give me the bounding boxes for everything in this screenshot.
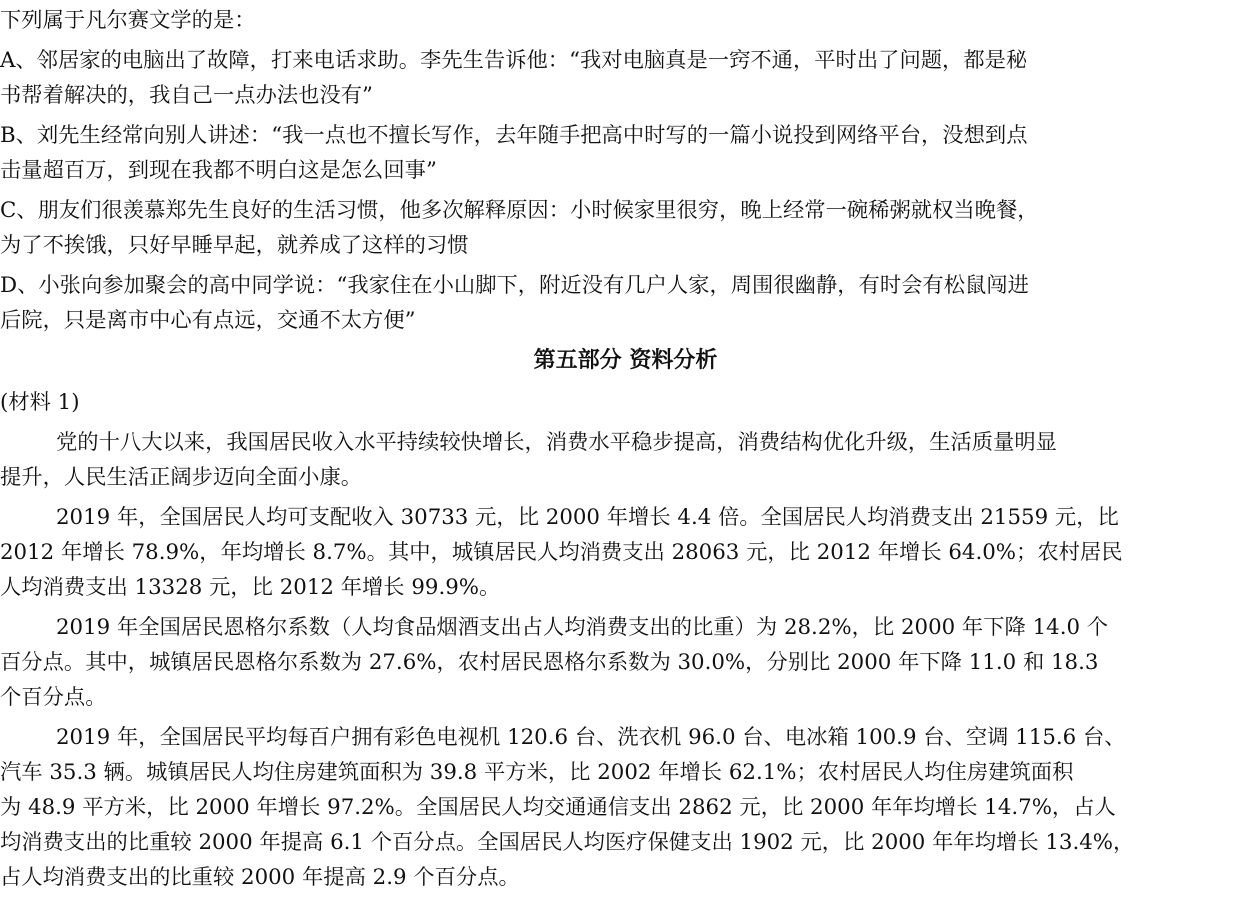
- question-stem: 下列属于凡尔赛文学的是：: [0, 8, 256, 33]
- material-p4-line-5: 占人均消费支出的比重较 2000 年提高 2.9 个百分点。: [0, 865, 520, 890]
- material-p2-line-1: 2019 年，全国居民人均可支配收入 30733 元，比 2000 年增长 4.4 倍。全国居民人均消费支出 21559 元，比: [56, 505, 1119, 530]
- material-p4-line-4: 均消费支出的比重较 2000 年提高 6.1 个百分点。全国居民人均医疗保健支出 1902 元，比 2000 年年均增长 13.4%，: [0, 830, 1135, 855]
- option-a-line-1: A、邻居家的电脑出了故障，打来电话求助。李先生告诉他：“我对电脑真是一窍不通，平时出了问题，都是秘: [0, 48, 1028, 73]
- material-p2-line-3: 人均消费支出 13328 元，比 2012 年增长 99.9%。: [0, 575, 501, 600]
- material-p3-line-3: 个百分点。: [0, 685, 107, 710]
- option-b-line-2: 击量超百万，到现在我都不明白这是怎么回事”: [0, 158, 437, 183]
- material-p4-line-2: 汽车 35.3 辆。城镇居民人均住房建筑面积为 39.8 平方米，比 2002 年增长 62.1%；农村居民人均住房建筑面积: [0, 760, 1074, 785]
- option-d-line-2: 后院，只是离市中心有点远，交通不太方便”: [0, 308, 416, 333]
- option-b-line-1: B、刘先生经常向别人讲述：“我一点也不擅长写作，去年随手把高中时写的一篇小说投到网络平台，没想到点: [0, 123, 1028, 148]
- option-c-line-1: C、朋友们很羡慕郑先生良好的生活习惯，他多次解释原因：小时候家里很穷，晚上经常一碗稀粥就权当晚餐，: [0, 198, 1039, 223]
- option-d-line-1: D、小张向参加聚会的高中同学说：“我家住在小山脚下，附近没有几户人家，周围很幽静，有时会有松鼠闯进: [0, 273, 1029, 298]
- option-a-line-2: 书帮着解决的，我自己一点办法也没有”: [0, 83, 373, 108]
- material-p1-line-1: 党的十八大以来，我国居民收入水平持续较快增长，消费水平稳步提高，消费结构优化升级，生活质量明显: [56, 430, 1057, 455]
- material-p3-line-1: 2019 年全国居民恩格尔系数（人均食品烟酒支出占人均消费支出的比重）为 28.2%，比 2000 年下降 14.0 个: [56, 615, 1109, 640]
- material-p4-line-1: 2019 年，全国居民平均每百户拥有彩色电视机 120.6 台、洗衣机 96.0 台、电冰箱 100.9 台、空调 115.6 台、: [56, 725, 1126, 750]
- material-p4-line-3: 为 48.9 平方米，比 2000 年增长 97.2%。全国居民人均交通通信支出 2862 元，比 2000 年年均增长 14.7%，占人: [0, 795, 1116, 820]
- material-label: (材料 1): [0, 390, 80, 415]
- option-c-line-2: 为了不挨饿，只好早睡早起，就养成了这样的习惯: [0, 233, 469, 258]
- material-p1-line-2: 提升，人民生活正阔步迈向全面小康。: [0, 465, 363, 490]
- material-p3-line-2: 百分点。其中，城镇居民恩格尔系数为 27.6%，农村居民恩格尔系数为 30.0%，分别比 2000 年下降 11.0 和 18.3: [0, 650, 1099, 675]
- section-title: 第五部分 资料分析: [533, 348, 718, 373]
- material-p2-line-2: 2012 年增长 78.9%，年均增长 8.7%。其中，城镇居民人均消费支出 28063 元，比 2012 年增长 64.0%；农村居民: [0, 540, 1123, 565]
